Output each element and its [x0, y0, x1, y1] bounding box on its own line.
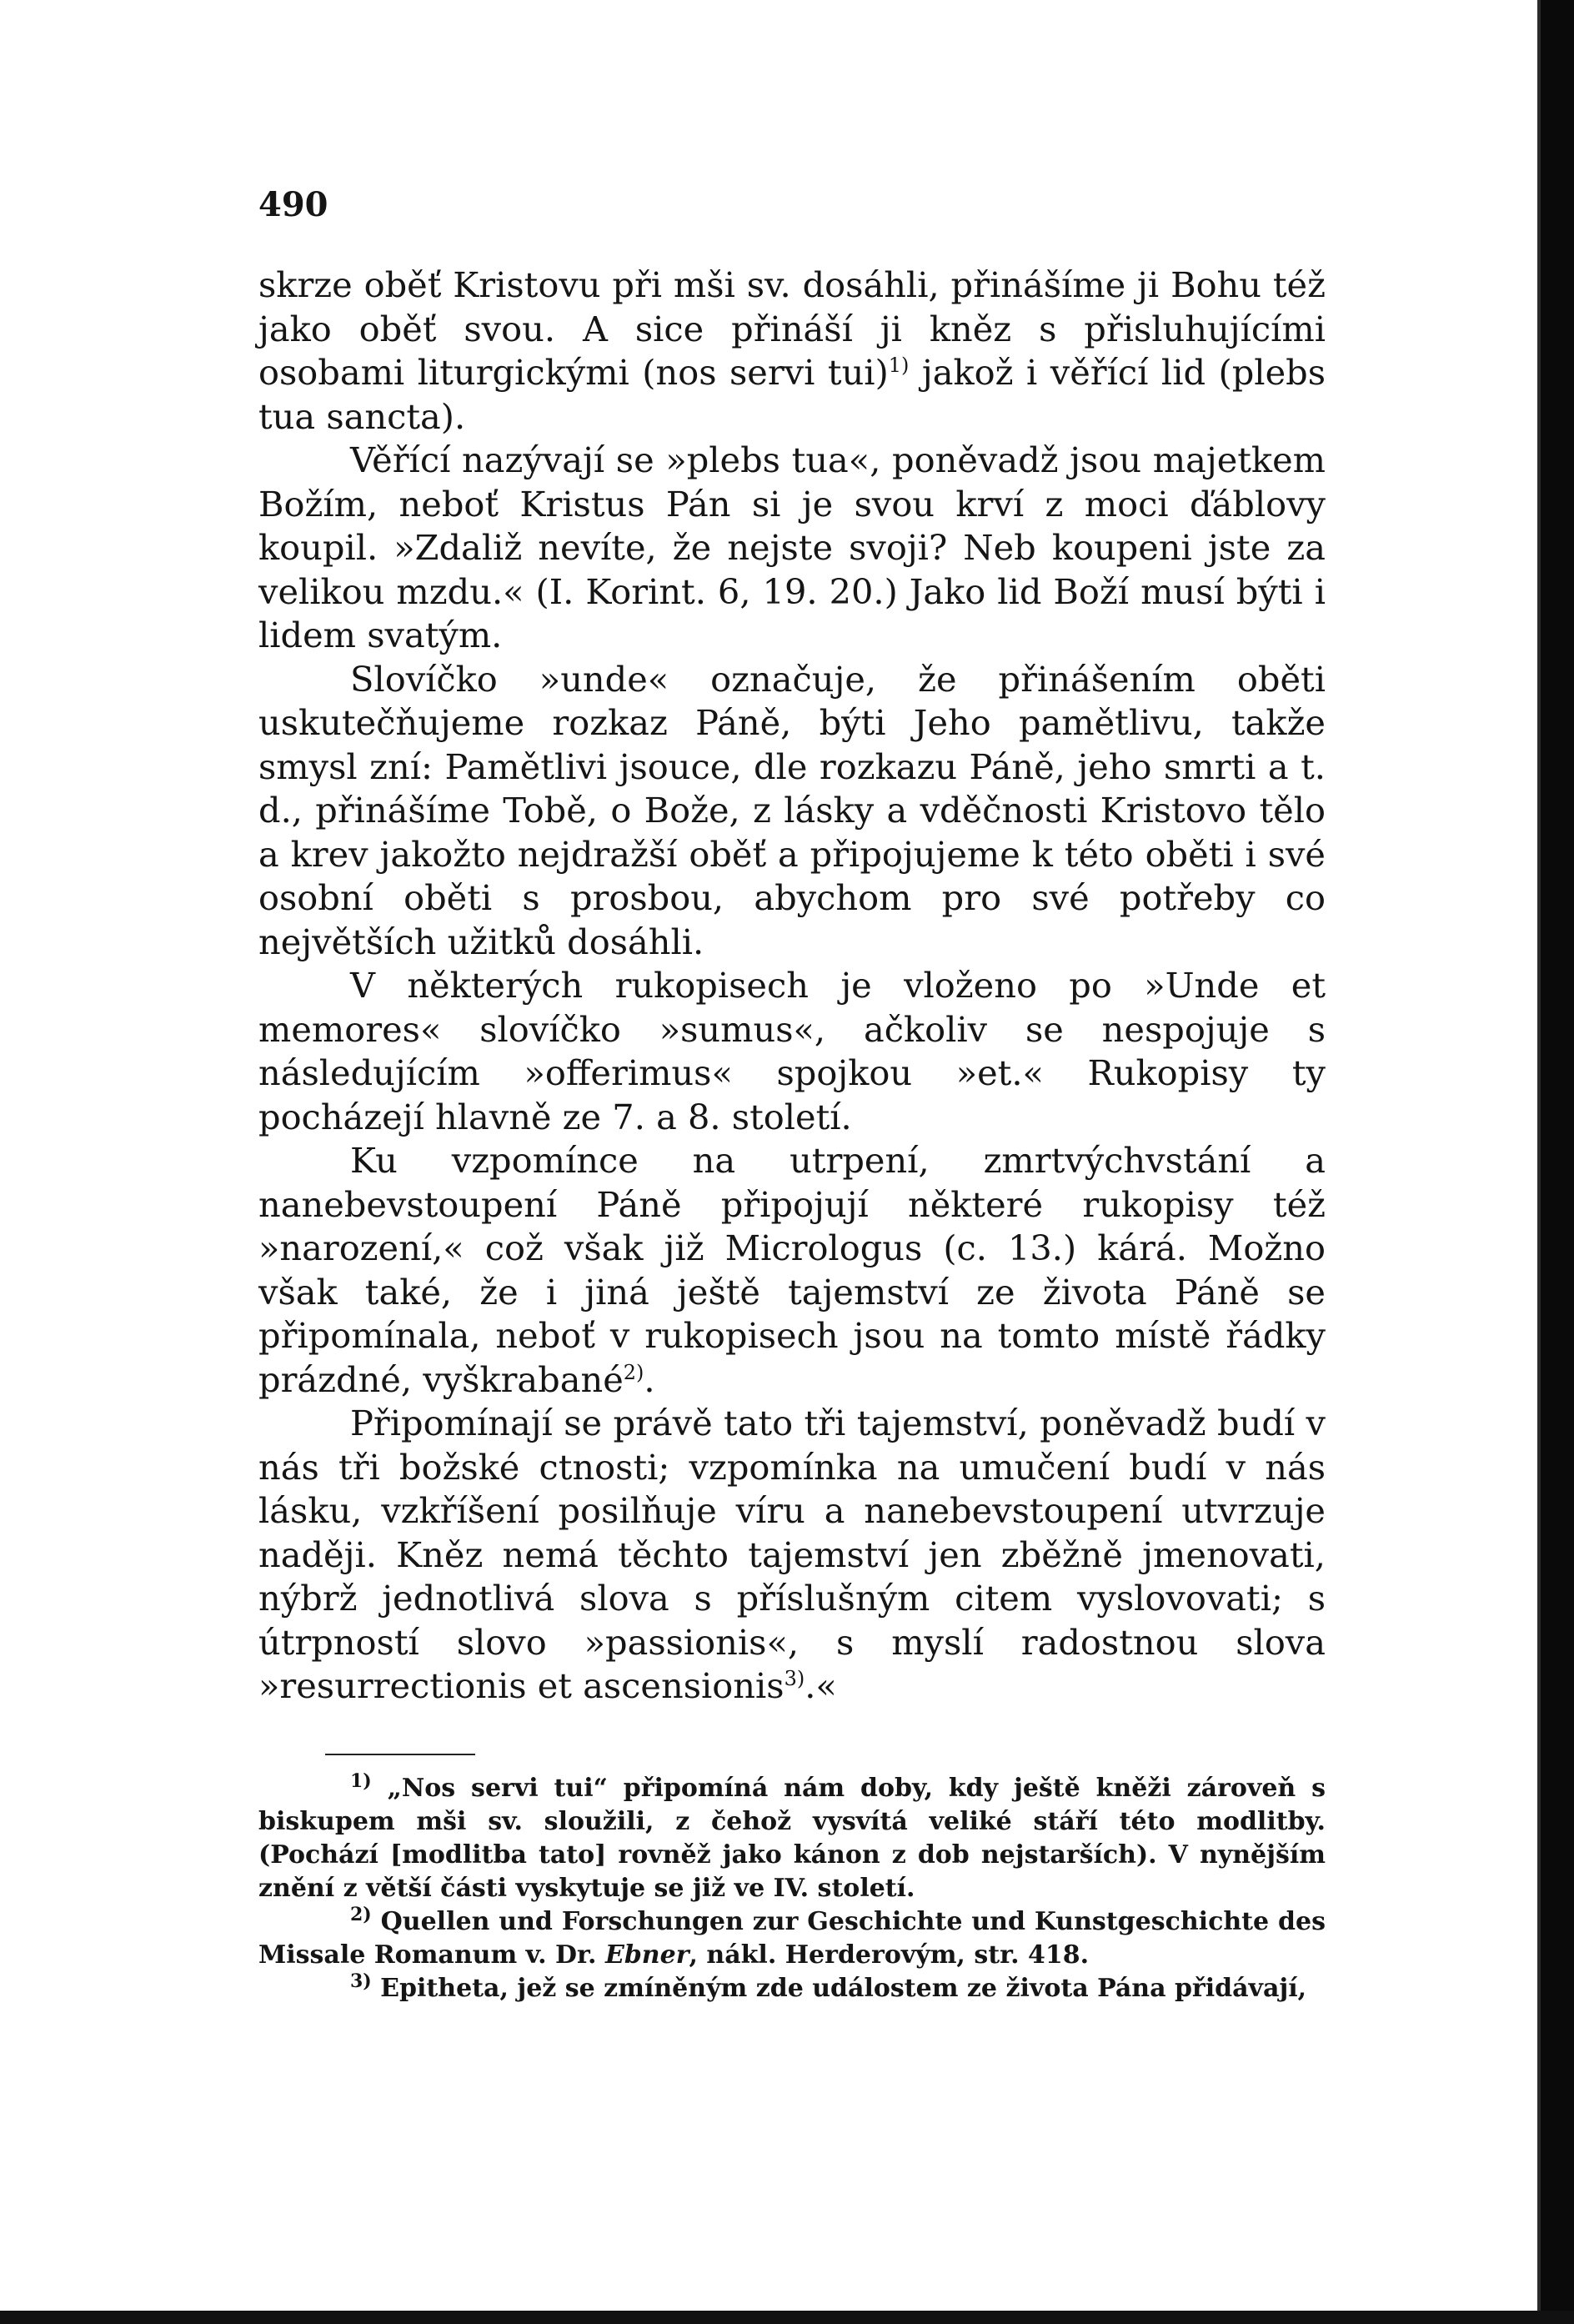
footnote-3 [258, 1972, 1326, 2005]
footnote-ref: 3) [784, 1667, 805, 1691]
footnote-1 [258, 1769, 1326, 1905]
paragraph-tail: jakož i věřící lid (plebs tua sancta). [258, 352, 1326, 437]
footnote-ref: 1) [888, 354, 910, 378]
paragraph-text: skrze oběť Kristovu při mši sv. dosáhli, přinášíme ji Bohu též jako oběť svou. A sice přináší ji kněz s přisluhujícími osobami liturgickými (nos servi tui) [258, 264, 1326, 393]
paragraph-6 [258, 1402, 1326, 1709]
paragraph-2 [258, 439, 1326, 658]
footnote-separator [325, 1754, 475, 1755]
paragraph-3 [258, 658, 1326, 965]
footnotes [258, 1769, 1326, 2005]
footnote-mark: 1) [350, 1769, 372, 1792]
footnote-mark: 3) [350, 1970, 372, 1992]
footnote-text: „Nos servi tui“ připomíná nám doby, kdy ještě kněži zároveň s biskupem mši sv. sloužili, z čehož vysvítá veliké stáří této modlitby. (Pochází [modlitba tato] rovněž jako kánon z dob nejstarších). V nynějším znění z větší části vyskytuje se již ve IV. století. [258, 1773, 1326, 1903]
paragraph-tail: .« [805, 1665, 837, 1706]
paragraph-text: Slovíčko »unde« označuje, že přinášením oběti uskutečňujeme rozkaz Páně, býti Jeho pamětlivu, takže smysl zní: Pamětlivi jsouce, dle rozkazu Páně, jeho smrti a t. d., přinášíme Tobě, o Bože, z lásky a vděčnosti Kristovo tělo a krev jakožto nejdražší oběť a připojujeme k této oběti i své osobní oběti s prosbou, abychom pro své potřeby co největších užitků dosáhli. [258, 658, 1326, 962]
paragraph-1 [258, 264, 1326, 439]
paragraph-4 [258, 964, 1326, 1139]
paragraph-tail: . [644, 1358, 655, 1400]
footnote-text: Epitheta, jež se zmíněným zde událostem ze života Pána přidávají, [371, 1973, 1307, 2003]
paragraph-text: Ku vzpomínce na utrpení, zmrtvýchvstání a nanebevstoupení Páně připojují některé rukopisy též »narození,« což však již Micrologus (c. 13.) kárá. Možno však také, že i jiná ještě tajemství ze života Páně se připomínala, neboť v rukopisech jsou na tomto místě řádky prázdné, vyškrabané [258, 1140, 1326, 1400]
page-number: 490 [258, 185, 328, 224]
paragraph-text: Věřící nazývají se »plebs tua«, poněvadž jsou majetkem Božím, neboť Kristus Pán si je svou krví z moci ďáblovy koupil. »Zdaliž nevíte, že nejste svoji? Neb koupeni jste za velikou mzdu.« (I. Korint. 6, 19. 20.) Jako lid Boží musí býti i lidem svatým. [258, 439, 1326, 655]
footnote-text: Quellen und Forschungen zur Geschichte und Kunstgeschichte des Missale Romanum v. Dr. [258, 1906, 1326, 1970]
scan-border-edge [1541, 0, 1574, 2324]
footnote-mark: 2) [350, 1903, 372, 1925]
scan-bottom-edge [0, 2311, 1574, 2324]
book-page [258, 183, 1326, 2005]
footnote-ref: 2) [623, 1360, 644, 1384]
footnote-text-end: , nákl. Herderovým, str. 418. [689, 1940, 1090, 1970]
paragraph-text: V některých rukopisech je vloženo po »Unde et memores« slovíčko »sumus«, ačkoliv se nespojuje s následujícím »offerimus« spojkou »et.« Rukopisy ty pocházejí hlavně ze 7. a 8. století. [258, 965, 1326, 1137]
paragraph-5 [258, 1139, 1326, 1402]
body-text [258, 264, 1326, 1709]
footnote-author: Ebner [604, 1940, 689, 1970]
paragraph-text: Připomínají se právě tato tři tajemství, poněvadž budí v nás tři božské ctnosti; vzpomínka na umučení budí v nás lásku, vzkříšení posilňuje víru a nanebevstoupení utvrzuje naději. Kněz nemá těchto tajemství jen zběžně jmenovati, nýbrž jednotlivá slova s příslušným citem vyslovovati; s útrpností slovo »passionis«, s myslí radostnou slova »resurrectionis et ascensionis [258, 1403, 1326, 1706]
footnote-2 [258, 1905, 1326, 1972]
